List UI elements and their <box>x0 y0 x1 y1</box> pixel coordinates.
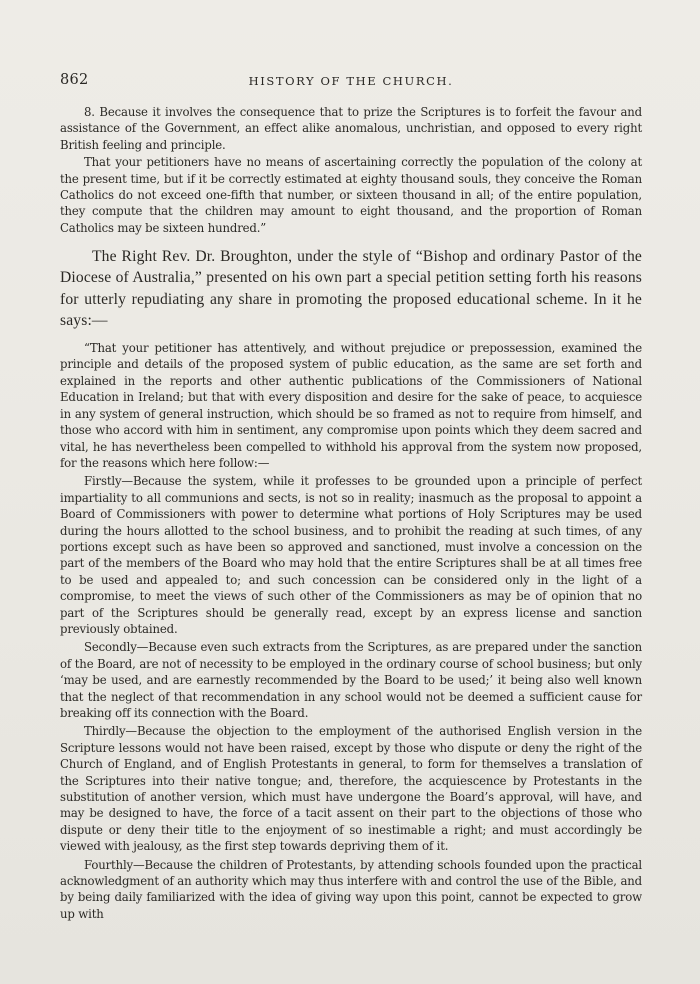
broughton-petition <box>60 340 642 922</box>
paragraph: Firstly—Because the system, while it professes to be grounded upon a principle of perfect impartiality to all communions and sects, is not so in reality; inasmuch as the proposal to appoint a Board of Commissioners with power to determine what portions of Holy Scriptures may be used during the hours allotted to the school business, and to prohibit the reading at such times, of any portions except such as have been so approved and sanctioned, must involve a concession on the part of the members of the Board who may hold that the entire Scriptures shall be at all times free to be used and appealed to; and such concession can be considered only in the light of a compromise, to meet the views of such other of the Commissioners as may be of opinion that no part of the Scriptures should be generally read, except by an express license and sanction previously obtained. <box>60 474 642 636</box>
quoted-petition-end <box>60 104 642 236</box>
paragraph: 8. Because it involves the consequence that to prize the Scriptures is to forfeit the favour and assistance of the Government, an effect alike anomalous, unchristian, and opposed to every right British feeling and principle. <box>60 105 642 152</box>
running-title: HISTORY OF THE CHURCH. <box>248 74 454 88</box>
page-body <box>60 104 642 924</box>
paragraph: “That your petitioner has attentively, and without prejudice or prepossession, examined the principle and details of the proposed system of public education, as the same are set forth and explained in the reports and other authentic publications of the Commissioners of National Education in Ireland; but that with every disposition and desire for the sake of peace, to acquiesce in any system of general instruction, which should be so framed as not to require from himself, and those who accord with him in sentiment, any compromise upon points which they deem sacred and vital, he has nevertheless been compelled to withhold his approval from the system now proposed, for the reasons which here follow:— <box>60 341 642 470</box>
narrative-paragraph: The Right Rev. Dr. Broughton, under the style of “Bishop and ordinary Pastor of the Diocese of Australia,” presented on his own part a special petition setting forth his reasons for utterly repudiating any share in promoting the proposed educational scheme. In it he says:— <box>60 248 642 329</box>
page-number: 862 <box>60 72 89 88</box>
page-header <box>60 72 642 92</box>
paragraph: Fourthly—Because the children of Protestants, by attending schools founded upon the practical acknowledgment of an authority which may thus interfere with and control the use of the Bible, and by being daily familiarized with the idea of giving way upon this point, cannot be expected to grow up with <box>60 857 642 921</box>
paragraph: Secondly—Because even such extracts from the Scriptures, as are prepared under the sanction of the Board, are not of necessity to be employed in the ordinary course of school business; but only ‘may be used, and are earnestly recommended by the Board to be used;’ it being also well known that the neglect of that recommendation in any school would not be deemed a sufficient cause for breaking off its connection with the Board. <box>60 640 642 720</box>
paragraph: Thirdly—Because the objection to the employment of the authorised English version in the Scripture lessons would not have been raised, except by those who dispute or deny the right of the Church of England, and of English Protestants in general, to form for themselves a translation of the Scriptures into their native tongue; and, therefore, the acquiescence by Protestants in the substitution of another version, which must have undergone the Board’s approval, will have, and may be designed to have, the force of a tacit assent on their part to the objections of those who dispute or deny their title to the enjoyment of so inestimable a right; and must accordingly be viewed with jealousy, as the first step towards depriving them of it. <box>60 724 642 854</box>
paragraph: That your petitioners have no means of ascertaining correctly the population of the colony at the present time, but if it be correctly estimated at eighty thousand souls, they conceive the Roman Catholics do not exceed one-fifth that number, or sixteen thousand in all; of the entire population, they compute that the children may amount to eight thousand, and the proportion of Roman Catholics may be sixteen hundred.” <box>60 155 642 235</box>
